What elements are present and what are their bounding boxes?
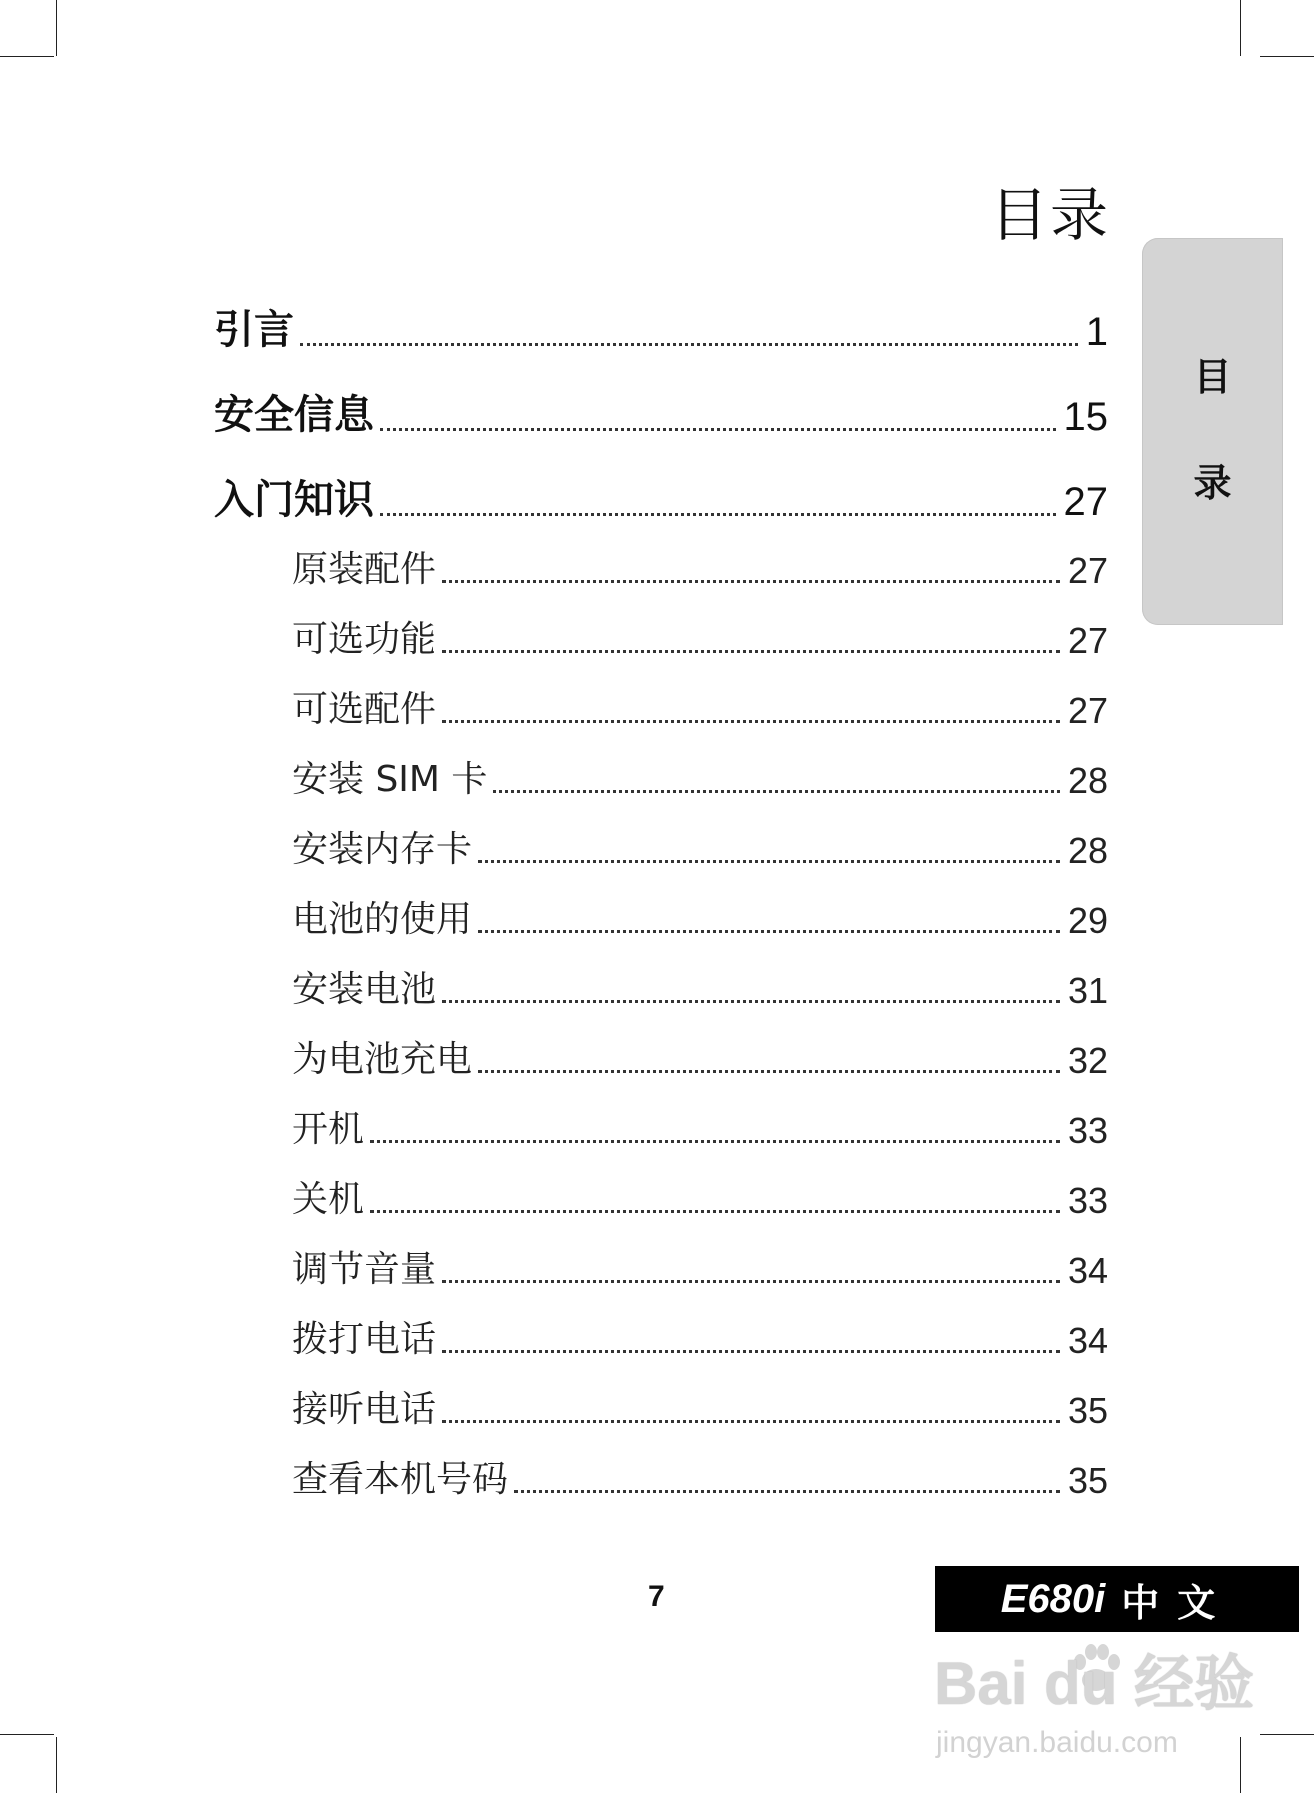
toc-sub-entry[interactable]: [214, 1241, 1108, 1292]
dot-leader: [514, 1490, 1060, 1493]
toc-entry-page: 33: [1067, 1110, 1108, 1151]
toc-entry-label: 开机: [292, 1109, 365, 1150]
toc-entry-page: 27: [1067, 690, 1108, 731]
dot-leader: [442, 720, 1060, 723]
toc-main-entry[interactable]: [214, 383, 1108, 440]
toc-entry-label: 调节音量: [292, 1249, 437, 1290]
language-label: 中文: [1121, 1580, 1234, 1625]
dot-leader: [370, 1210, 1060, 1213]
toc-entry-label: 关机: [292, 1179, 365, 1220]
crop-mark: [1260, 56, 1314, 57]
toc-entry-page: 31: [1067, 970, 1108, 1011]
toc-sub-entry[interactable]: [214, 611, 1108, 662]
page-number: 7: [648, 1580, 665, 1613]
dot-leader: [442, 1280, 1060, 1283]
dot-leader: [478, 930, 1060, 933]
toc-entry-label: 查看本机号码: [292, 1459, 509, 1500]
toc-entry-page: 28: [1067, 830, 1108, 871]
dot-leader: [493, 790, 1060, 793]
toc-entry-page: 34: [1067, 1320, 1108, 1361]
model-banner: [935, 1566, 1299, 1632]
toc-sub-entry[interactable]: [214, 821, 1108, 872]
toc-entry-page: 35: [1067, 1390, 1108, 1431]
toc-entry-page: 27: [1067, 620, 1108, 661]
dot-leader: [442, 1000, 1060, 1003]
dot-leader: [442, 650, 1060, 653]
crop-mark: [0, 56, 54, 57]
toc-sub-entry[interactable]: [214, 961, 1108, 1012]
watermark-url: jingyan.baidu.com: [936, 1726, 1178, 1759]
toc-entry-label: 可选配件: [292, 689, 437, 730]
baidu-jingyan-watermark: [930, 1636, 1270, 1786]
toc-entry-label: 安装内存卡: [292, 829, 473, 870]
dot-leader: [478, 860, 1060, 863]
watermark-logo: Bai du 经验: [934, 1650, 1255, 1717]
crop-mark: [1240, 0, 1241, 56]
dot-leader: [380, 428, 1056, 431]
page-title: 目录: [989, 181, 1110, 249]
dot-leader: [300, 343, 1078, 346]
toc-entry-page: 27: [1067, 550, 1108, 591]
toc-entry-label: 安装 SIM 卡: [292, 759, 488, 800]
toc-entry-label: 入门知识: [214, 477, 374, 523]
toc-entry-label: 可选功能: [292, 619, 437, 660]
toc-entry-label: 原装配件: [292, 549, 437, 590]
toc-sub-entry[interactable]: [214, 751, 1108, 802]
toc-sub-entry[interactable]: [214, 681, 1108, 732]
crop-mark: [56, 1737, 57, 1793]
toc-entry-label: 电池的使用: [292, 899, 473, 940]
toc-sub-entry[interactable]: [214, 1451, 1108, 1502]
dot-leader: [442, 1350, 1060, 1353]
crop-mark: [56, 0, 57, 56]
toc-entry-label: 引言: [214, 307, 294, 353]
toc-entry-page: 29: [1067, 900, 1108, 941]
toc-entry-label: 安装电池: [292, 969, 437, 1010]
model-name: E680i: [1000, 1576, 1106, 1621]
dot-leader: [442, 1420, 1060, 1423]
side-tab: [1142, 238, 1283, 625]
toc-entry-label: 安全信息: [214, 392, 374, 438]
toc-sub-entry[interactable]: [214, 1171, 1108, 1222]
toc-entry-label: 接听电话: [292, 1389, 437, 1430]
toc-entry-page: 32: [1067, 1040, 1108, 1081]
toc-sub-entry[interactable]: [214, 1381, 1108, 1432]
dot-leader: [380, 513, 1056, 516]
toc-main-entry[interactable]: [214, 298, 1108, 355]
toc-entry-page: 27: [1063, 480, 1108, 524]
toc-sub-entry[interactable]: [214, 1101, 1108, 1152]
dot-leader: [370, 1140, 1060, 1143]
dot-leader: [442, 580, 1060, 583]
side-tab-char: 目: [1193, 354, 1232, 399]
toc-main-entry[interactable]: [214, 468, 1108, 525]
toc-entry-page: 28: [1067, 760, 1108, 801]
toc-entry-page: 34: [1067, 1250, 1108, 1291]
toc-entry-page: 15: [1063, 395, 1108, 439]
toc-entry-page: 1: [1085, 310, 1108, 354]
toc-entry-label: 拨打电话: [292, 1319, 437, 1360]
toc-entry-label: 为电池充电: [292, 1039, 473, 1080]
side-tab-char: 录: [1193, 460, 1232, 505]
toc-sub-entry[interactable]: [214, 541, 1108, 592]
toc-sub-entry[interactable]: [214, 1311, 1108, 1362]
toc-entry-page: 35: [1067, 1460, 1108, 1501]
toc-sub-entry[interactable]: [214, 1031, 1108, 1082]
dot-leader: [478, 1070, 1060, 1073]
toc-entry-page: 33: [1067, 1180, 1108, 1221]
toc-sub-entry[interactable]: [214, 891, 1108, 942]
crop-mark: [0, 1734, 54, 1735]
